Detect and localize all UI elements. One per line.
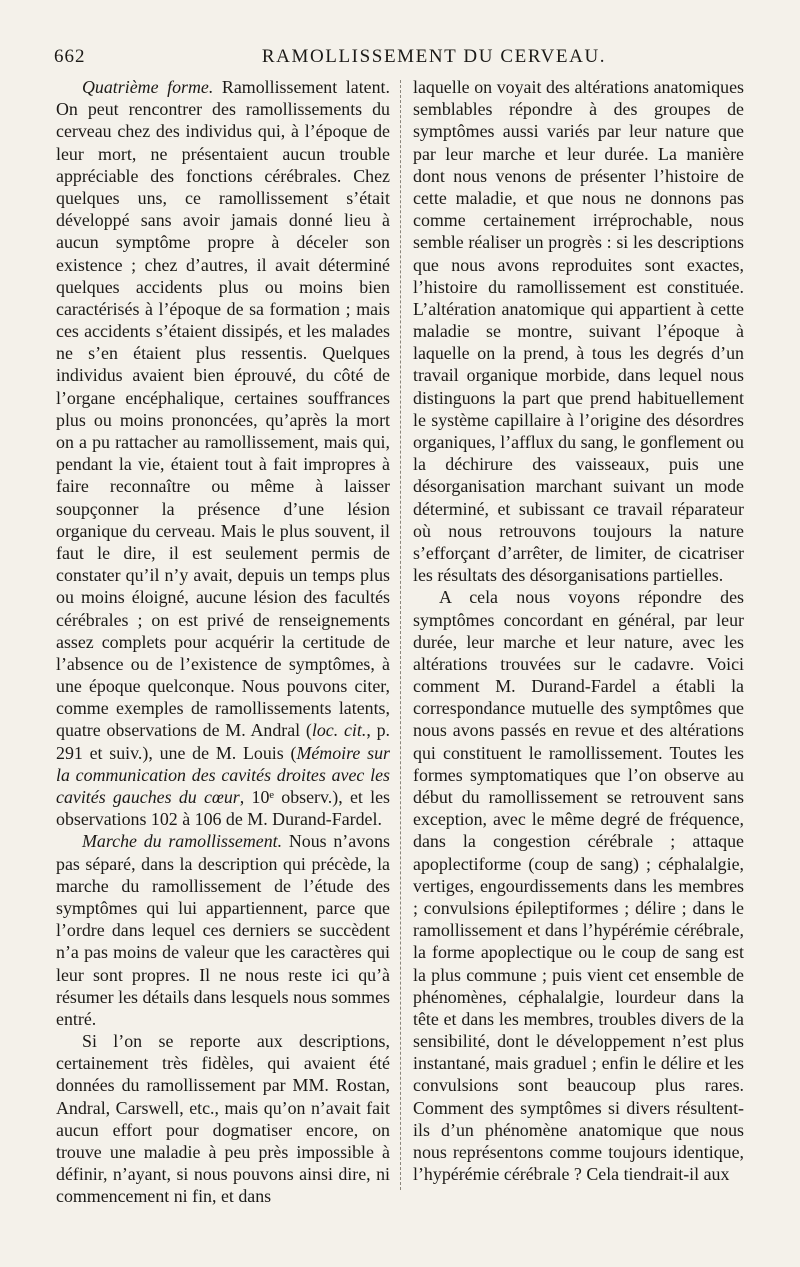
paragraph-text: Ramollissement latent. On peut rencontrer des ramollissements du cerveau chez des individus qui, à l’époque de leur mort, ne présentaient aucun trouble appréciable des fonctions cérébrales. Chez quelques uns, ce ramollissement s’était développé sans avoir jamais donné lieu à aucun symptôme propre à déceler son existence ; chez d’autres, il avait déterminé quelques accidents plus ou moins bien caractérisés à l’époque de sa formation ; mais ces accidents s’étaient dissipés, et les malades ne s’en étaient plus ressentis. Quelques individus avaient bien éprouvé, du côté de l’organe encéphalique, certaines souffrances plus ou moins prononcées, qu’après la mort on a pu rattacher au ramollissement, mais qui, pendant la vie, étaient tout à fait impropres à faire reconnaître ou même à laisser soupçonner la présence d’une lésion organique du cerveau. Mais le plus souvent, il faut le dire, il est seulement permis de constater qu’il n’y avait, depuis un temps plus ou moins éloigné, aucune lésion des facultés cérébrales ; on est privé de renseignements assez complets pour acquérir la certitude de l’absence ou de l’existence de symptômes, à une époque quelconque. Nous pouvons citer, comme exemples de ramollissements latents, quatre observations de M. Andral ( <box>56 77 390 741</box>
citation-italic: loc. cit. <box>311 720 367 741</box>
paragraph-marche <box>56 830 390 1030</box>
page-number: 662 <box>54 46 86 67</box>
paragraph-symptomes: A cela nous voyons répondre des symptômes concordant en général, par leur durée, leur marche et leur nature, avec les altérations trouvées sur le cadavre. Voici comment M. Durand-Fardel a établi la correspondance mutuelle des symptômes que nous avons passés en revue et des altérations qui constituent le ramollissement. Toutes les formes symptomatiques que l’on observe au début du ramollissement se retrouvent sans exception, avec le même degré de fréquence, dans la congestion cérébrale ; attaque apoplectiforme (coup de sang) ; céphalalgie, vertiges, engourdissements dans les membres ; convulsions épileptiformes ; délire ; dans le ramollissement et dans l’hypérémie cérébrale, la forme apoplectique ou le coup de sang est la plus commune ; puis vient cet ensemble de phénomènes, céphalalgie, lourdeur dans la tête et dans les membres, troubles divers de la sensibilité, dont le développement n’est plus instantané, mais graduel ; enfin le délire et les convulsions sont beaucoup plus rares. Comment des symptômes si divers résultent-ils d’un phénomène anatomique que nous nous représentons comme toujours identique, l’hypérémie cérébrale ? Cela tiendrait-il aux <box>413 587 744 1185</box>
column-divider <box>400 80 401 1190</box>
page-header <box>54 46 744 72</box>
section-heading-quatrieme-forme: Quatrième forme. <box>82 77 214 97</box>
citation-title: Mémoire sur la communication des cavités droites avec les cavités gauches du cœur <box>56 742 390 807</box>
paragraph-latent-form <box>56 76 390 830</box>
running-title: RAMOLLISSEMENT DU CERVEAU. <box>261 46 607 67</box>
paragraph-continuation: laquelle on voyait des altérations anatomiques semblables répondre à des groupes de symptômes aussi variés par leur nature que par leur marche et leur durée. La manière dont nous venons de présenter l’histoire de cette maladie, et que nous ne donnons pas comme certainement irréprochable, nous semble réaliser un progrès : si les descriptions que nous avons reproduites sont exactes, l’histoire du ramollissement est constituée. L’altération anatomique qui appartient à cette maladie se montre, suivant l’époque à laquelle on la prend, à tous les degrés d’un travail organique morbide, dans lequel nous distinguons la part que prend habituellement le système capillaire à l’origine des désordres organiques, l’afflux du sang, le gonflement ou la déchirure des vaisseaux, puis une désorganisation marchant suivant un mode déterminé, et subissant ce travail réparateur où nous retrouvons toujours la nature s’efforçant d’arrêter, de limiter, de cicatriser les résultats des désorganisations partielles. <box>413 77 744 586</box>
section-heading-marche: Marche du ramollissement. <box>82 831 283 852</box>
right-column <box>413 76 744 1185</box>
paragraph-text: Nous n’avons pas séparé, dans la description qui précède, la marche du ramollissement de l’étude des symptômes qui lui appartiennent, parce que l’ordre dans lequel ces derniers se succèdent n’a pas moins de valeur que les caractères qui leur sont propres. Il ne nous reste ici qu’à résumer les détails dans lesquels nous sommes entré. <box>56 831 390 1029</box>
paragraph-text: , p. 291 et suiv.), une de M. Louis ( <box>56 720 390 763</box>
paragraph-text: , 10ᵉ observ.), et les observations 102 à 106 de M. Durand-Fardel. <box>56 787 390 830</box>
left-column <box>56 76 390 1208</box>
paragraph-descriptions: Si l’on se reporte aux descriptions, certainement très fidèles, qui avaient été données du ramollissement par MM. Rostan, Andral, Carswell, etc., mais qu’on n’avait fait aucun effort pour dogmatiser encore, on trouve une maladie à peu près impossible à définir, n’ayant, si nous pouvons ainsi dire, ni commencement ni fin, et dans <box>56 1031 390 1207</box>
